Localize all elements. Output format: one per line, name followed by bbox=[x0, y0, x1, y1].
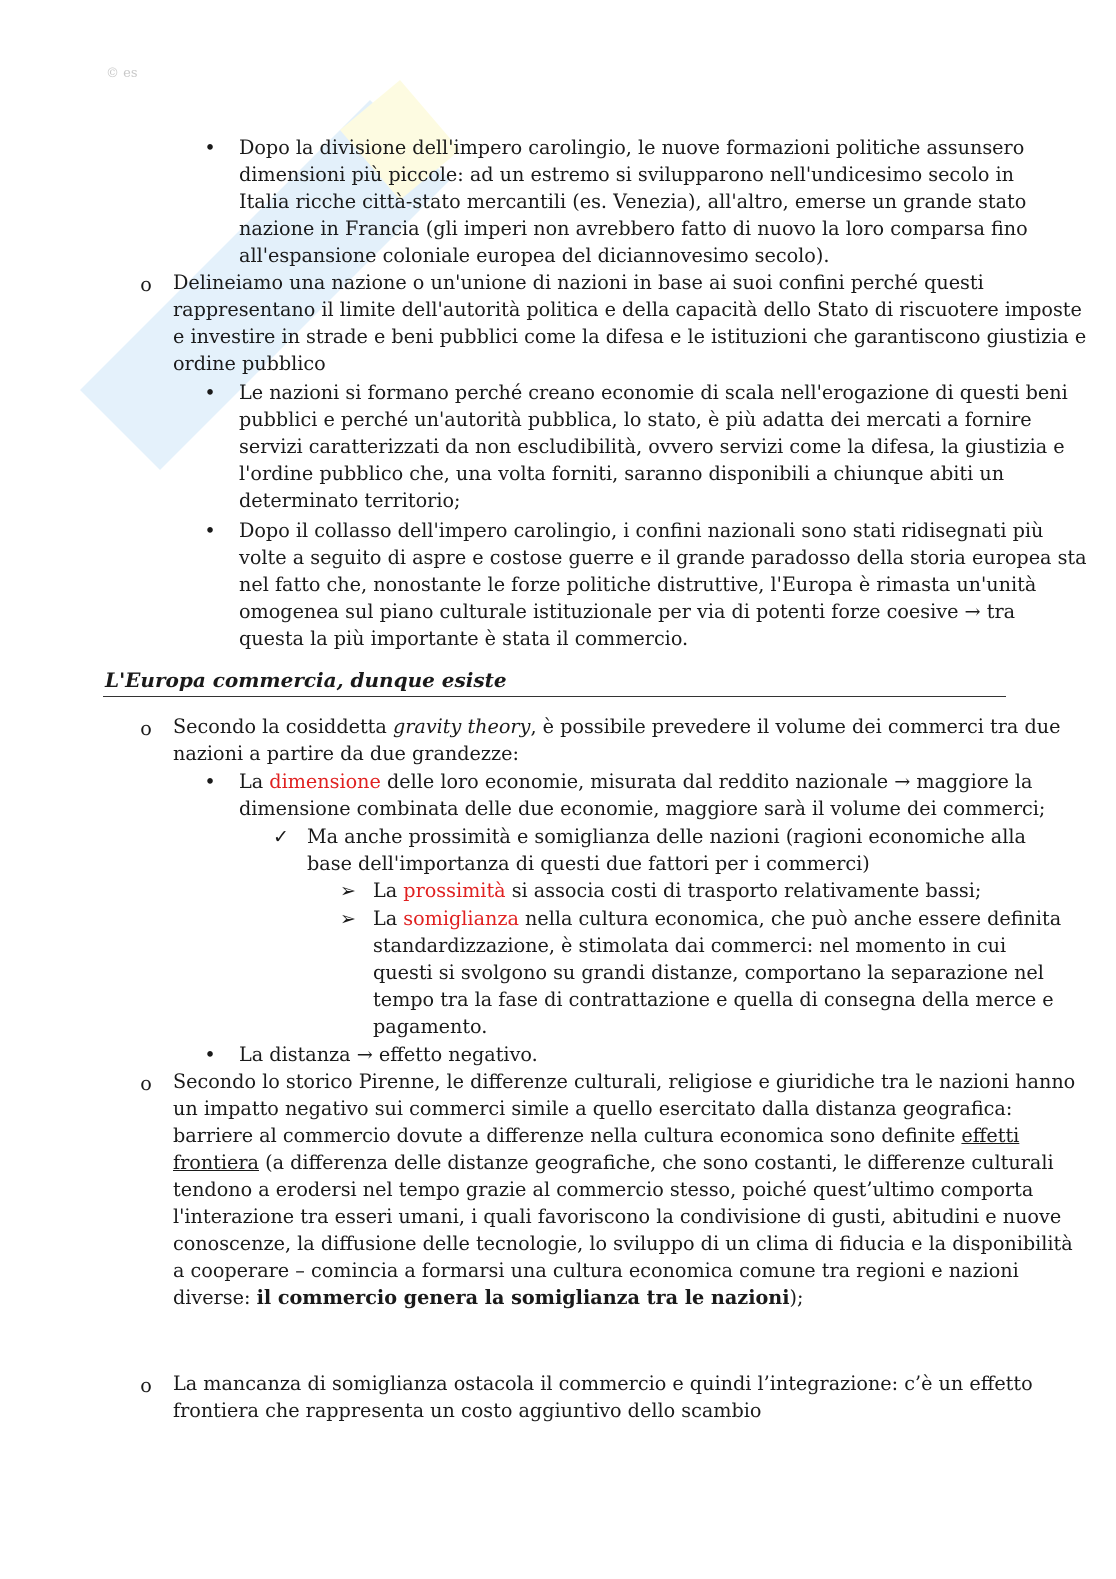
text-line: La somiglianza nella cultura economica, che può anche essere definita bbox=[373, 907, 1062, 930]
section-heading: L'Europa commercia, dunque esiste bbox=[105, 668, 507, 692]
text-line: Ma anche prossimità e somiglianza delle nazioni (ragioni economiche alla bbox=[307, 825, 1026, 848]
copyright-note: © es bbox=[106, 66, 138, 81]
term-somiglianza: somiglianza bbox=[403, 907, 519, 930]
text-line: La mancanza di somiglianza ostacola il commercio e quindi l’integrazione: c’è un effetto bbox=[173, 1372, 1033, 1395]
text-line: nazioni a partire da due grandezze: bbox=[173, 742, 519, 765]
bullet-arrow: ➢ bbox=[339, 907, 357, 930]
text-line: base dell'importanza di questi due fattori per i commerci) bbox=[307, 852, 870, 875]
text-line: questa la più importante è stata il commercio. bbox=[239, 627, 689, 650]
text-line: pagamento. bbox=[373, 1015, 488, 1038]
text-line: Secondo la cosiddetta gravity theory, è possibile prevedere il volume dei commerci tra due bbox=[173, 715, 1061, 738]
bullet-circle: o bbox=[140, 1374, 152, 1397]
text-line: Dopo il collasso dell'impero carolingio, i confini nazionali sono stati ridisegnati più bbox=[239, 519, 1044, 542]
bullet-disc: • bbox=[204, 381, 216, 404]
text-line: l'ordine pubblico che, una volta forniti, saranno disponibili a chiunque abiti un bbox=[239, 462, 1005, 485]
text-line: Le nazioni si formano perché creano economie di scala nell'erogazione di questi beni bbox=[239, 381, 1068, 404]
bullet-check: ✓ bbox=[272, 825, 290, 848]
bullet-disc: • bbox=[204, 770, 216, 793]
text-line: tempo tra la fase di contrattazione e quella di consegna della merce e bbox=[373, 988, 1054, 1011]
text-line: nazione in Francia (gli imperi non avrebbero fatto di nuovo la loro comparsa fino bbox=[239, 217, 1028, 240]
term-gravity-theory: gravity theory bbox=[392, 715, 531, 738]
text-line: determinato territorio; bbox=[239, 489, 461, 512]
text-line: La dimensione delle loro economie, misurata dal reddito nazionale → maggiore la bbox=[239, 770, 1033, 793]
text-line: rappresentano il limite dell'autorità politica e della capacità dello Stato di riscuotere imposte bbox=[173, 298, 1082, 321]
text-line: questi si svolgono su grandi distanze, comportano la separazione nel bbox=[373, 961, 1044, 984]
term-prossimita: prossimità bbox=[403, 879, 506, 902]
text-line: diverse: il commercio genera la somiglianza tra le nazioni); bbox=[173, 1286, 804, 1309]
bullet-disc: • bbox=[204, 1043, 216, 1066]
bullet-disc: • bbox=[204, 519, 216, 542]
text-line: La distanza → effetto negativo. bbox=[239, 1043, 538, 1066]
bullet-circle: o bbox=[140, 717, 152, 740]
text-line: omogenea sul piano culturale istituzionale per via di potenti forze coesive → tra bbox=[239, 600, 1016, 623]
text-line: dimensione combinata delle due economie, maggiore sarà il volume dei commerci; bbox=[239, 797, 1046, 820]
term-effetti-frontiera: frontiera bbox=[173, 1151, 259, 1174]
text-line: Italia ricche città-stato mercantili (es. Venezia), all'altro, emerse un grande stato bbox=[239, 190, 1027, 213]
text-line: a cooperare – comincia a formarsi una cultura economica comune tra regioni e nazioni bbox=[173, 1259, 1019, 1282]
bullet-circle: o bbox=[140, 273, 152, 296]
text-line: Delineiamo una nazione o un'unione di nazioni in base ai suoi confini perché questi bbox=[173, 271, 984, 294]
text-line: barriere al commercio dovute a differenze nella cultura economica sono definite effetti bbox=[173, 1124, 1020, 1147]
text-line: e investire in strade e beni pubblici come la difesa e le istituzioni che garantiscono giustizia e bbox=[173, 325, 1087, 348]
text-line: conoscenze, la diffusione delle tecnologie, lo sviluppo di un clima di fiducia e la disponibilità bbox=[173, 1232, 1073, 1255]
text-line: l'interazione tra esseri umani, i quali favoriscono la condivisione di gusti, abitudini e nuove bbox=[173, 1205, 1062, 1228]
text-line: ordine pubblico bbox=[173, 352, 326, 375]
term-effetti-frontiera: effetti bbox=[961, 1124, 1020, 1147]
text-line: nel fatto che, nonostante le forze politiche distruttive, l'Europa è rimasta un'unità bbox=[239, 573, 1037, 596]
term-dimensione: dimensione bbox=[269, 770, 381, 793]
text-line: un impatto negativo sui commerci simile a quello esercitato dalla distanza geografica: bbox=[173, 1097, 1013, 1120]
text-line: tendono a erodersi nel tempo grazie al commercio stesso, poiché quest’ultimo comporta bbox=[173, 1178, 1034, 1201]
bullet-arrow: ➢ bbox=[339, 879, 357, 902]
text-line: standardizzazione, è stimolata dai commerci: nel momento in cui bbox=[373, 934, 1007, 957]
text-line: pubblici e perché un'autorità pubblica, lo stato, è più adatta dei mercati a fornire bbox=[239, 408, 1032, 431]
text-line: all'espansione coloniale europea del diciannovesimo secolo). bbox=[239, 244, 830, 267]
text-line: volte a seguito di aspre e costose guerre e il grande paradosso della storia europea sta bbox=[239, 546, 1087, 569]
text-line: servizi caratterizzati da non escludibilità, ovvero servizi come la difesa, la giustizia e bbox=[239, 435, 1065, 458]
key-statement: il commercio genera la somiglianza tra le nazioni bbox=[256, 1286, 790, 1309]
text-line: La prossimità si associa costi di trasporto relativamente bassi; bbox=[373, 879, 982, 902]
text-line: dimensioni più piccole: ad un estremo si svilupparono nell'undicesimo secolo in bbox=[239, 163, 1015, 186]
text-line: frontiera (a differenza delle distanze geografiche, che sono costanti, le differenze culturali bbox=[173, 1151, 1054, 1174]
bullet-disc: • bbox=[204, 136, 216, 159]
heading-underline bbox=[103, 696, 1006, 697]
text-line: Secondo lo storico Pirenne, le differenze culturali, religiose e giuridiche tra le nazioni hanno bbox=[173, 1070, 1076, 1093]
bullet-circle: o bbox=[140, 1072, 152, 1095]
text-line: frontiera che rappresenta un costo aggiuntivo dello scambio bbox=[173, 1399, 762, 1422]
text-line: Dopo la divisione dell'impero carolingio, le nuove formazioni politiche assunsero bbox=[239, 136, 1025, 159]
